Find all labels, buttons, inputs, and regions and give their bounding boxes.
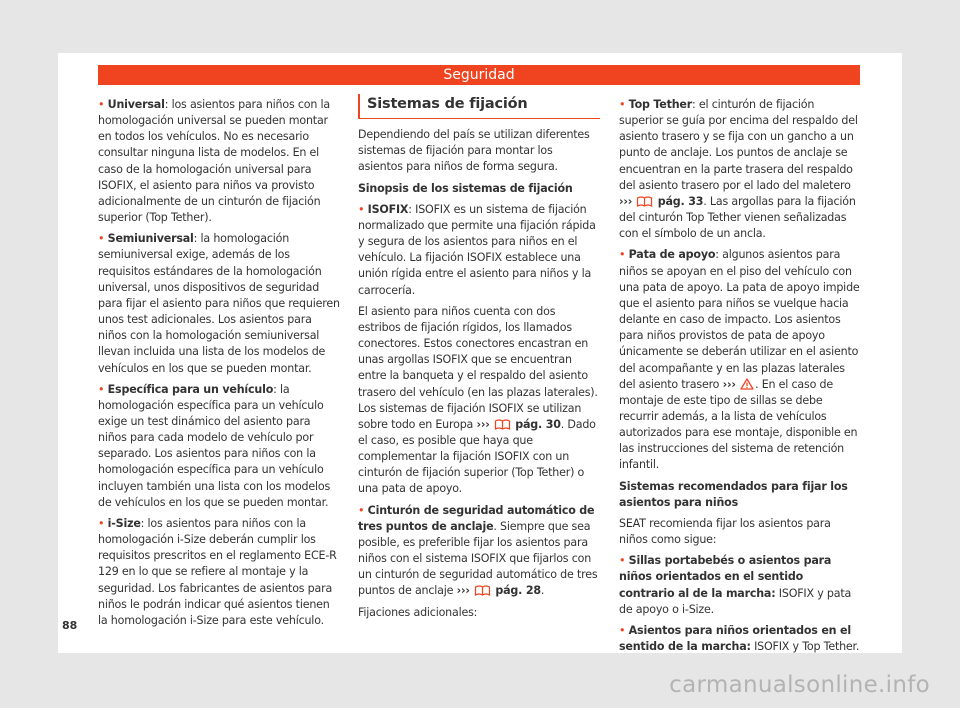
bullet-icon: • xyxy=(619,248,629,262)
text-isize: : los asientos para niños con la homologación i-Size deberán cumplir los requisitos prescritos en el reglamento ECE-R 129 en lo que se refiere al montaje y la seguridad. Los fabricantes de asientos para niños le podrán indicar qué asientos tienen la homologación i-Size para este vehículo. xyxy=(98,516,337,627)
bullet-icon: • xyxy=(98,98,108,111)
paragraph-semiuniversal xyxy=(98,231,340,376)
text-especifica: : la homologación específica para un vehículo exige un test dinámico del asiento para niños para cada modelo de vehículo por separado. Los asientos para niños con la homologación específica para un vehículo incluyen también una lista con los modelos de vehículos en los que se pueden montar. xyxy=(98,382,331,509)
column-1 xyxy=(98,97,340,634)
reference-arrow: ››› xyxy=(476,417,490,431)
text-estribos-2: . Dado el caso, es posible que haya que complementar la fijación ISOFIX con un cinturón de fijación superior (Top Tether) o una pata de apoyo. xyxy=(358,417,596,496)
term-especifica: Específica para un vehículo xyxy=(107,382,274,396)
reference-arrow: ››› xyxy=(722,377,736,391)
paragraph-isize xyxy=(98,516,340,629)
paragraph-cinturon xyxy=(358,503,600,600)
reference-arrow: ››› xyxy=(619,194,633,208)
bullet-icon: • xyxy=(619,554,629,568)
paragraph-pata xyxy=(619,247,861,473)
paragraph-isofix xyxy=(358,202,600,299)
manual-page xyxy=(58,53,902,653)
term-cinturon: Cinturón de seguridad automático de tres puntos de anclaje xyxy=(358,503,595,533)
paragraph-toptether xyxy=(619,97,861,242)
term-isize: i-Size xyxy=(107,516,141,530)
text-estribos: El asiento para niños cuenta con dos estribos de fijación rígidos, los llamados conectores. Estos conectores encastran en unas argollas ISOFIX que se encuentran entre la banqueta y el respaldo del asiento trasero del vehículo (en las plazas laterales). Los sistemas de fijación ISOFIX se utilizan sobre todo en Europa xyxy=(358,304,598,431)
subheading-sinopsis: Sinopsis de los sistemas de fijación xyxy=(358,181,573,195)
term-sillas: Sillas portabebés o asientos para niños orientados en el sentido contrario al de la marcha: xyxy=(619,554,832,600)
text-cinturon-end: . xyxy=(540,584,545,598)
text-cinturon: . Siempre que sea posible, es preferible fijar los asientos para niños con el sistema ISOFIX que fijarlos con un cinturón de seguridad automático de tres puntos de anclaje xyxy=(358,519,598,598)
paragraph-sillas xyxy=(619,553,861,618)
text-universal: : los asientos para niños con la homologación universal se pueden montar en todos los vehículos. No es necesario consultar ninguna lista de modelos. En el caso de la homologación universal para ISOFIX, el asiento para niños va provisto adicionalmente de un cinturón de fijación superior (Top Tether). xyxy=(98,98,330,225)
bullet-icon: • xyxy=(98,382,108,396)
text-pata-2: . En el caso de montaje de este tipo de sillas se debe recurrir además, a la lista de vehículos autorizados para ese montaje, disponible en las instrucciones del sistema de retención infantil. xyxy=(619,377,858,472)
paragraph-estribos xyxy=(358,304,600,498)
paragraph-especifica xyxy=(98,382,340,511)
paragraph-universal xyxy=(98,97,340,226)
reference-page-33[interactable]: pág. 33 xyxy=(657,194,704,208)
bullet-icon: • xyxy=(358,202,368,216)
warning-icon[interactable] xyxy=(740,378,754,390)
book-icon[interactable] xyxy=(636,195,653,207)
watermark-text: carmanualsonline.info xyxy=(669,672,930,698)
term-universal: Universal xyxy=(107,98,165,111)
section-header: Seguridad xyxy=(98,65,860,85)
text-toptether: : el cinturón de fijación superior se guía por encima del respaldo del asiento trasero y se fija con un gancho a un punto de anclaje. Los puntos de anclaje se encuentran en la parte trasera del respaldo del asiento trasero por el lado del maletero xyxy=(619,98,858,192)
term-semiuniversal: Semiuniversal xyxy=(107,232,194,246)
reference-page-28[interactable]: pág. 28 xyxy=(495,584,541,598)
text-asientos: ISOFIX y Top Tether. xyxy=(750,640,860,653)
paragraph-intro: Dependiendo del país se utilizan diferentes sistemas de fijación para montar los asientos para niños de forma segura. xyxy=(358,128,590,174)
bullet-icon: • xyxy=(619,623,629,637)
paragraph-asientos xyxy=(619,623,861,655)
bullet-icon: • xyxy=(358,503,368,517)
text-isofix: : ISOFIX es un sistema de fijación normalizado que permite una fijación rápida y segura de los asientos para niños en el vehículo. La fijación ISOFIX establece una unión rígida entre el asiento para niños y la carrocería. xyxy=(358,202,596,297)
reference-arrow: ››› xyxy=(456,584,470,598)
text-pata: : algunos asientos para niños se apoyan en el piso del vehículo con una pata de apoyo. La pata de apoyo impide que el asiento para niños se vuelque hacia delante en caso de impacto. Los asientos para niños provistos de pata de apoyo únicamente se deberán utilizar en el asiento del acompañante y en las plazas laterales del asiento trasero xyxy=(619,248,860,391)
column-3 xyxy=(619,97,861,660)
paragraph-recomienda: SEAT recomienda fijar los asientos para niños como sigue: xyxy=(619,516,831,547)
subheading-recomendados: Sistemas recomendados para fijar los asientos para niños xyxy=(619,479,848,509)
paragraph-adicionales: Fijaciones adicionales: xyxy=(358,605,478,619)
book-icon[interactable] xyxy=(494,418,511,430)
term-asientos: Asientos para niños orientados en el sentido de la marcha: xyxy=(619,623,851,653)
bullet-icon: • xyxy=(98,516,108,530)
column-2 xyxy=(358,97,600,626)
section-title: Sistemas de fijación xyxy=(358,94,600,119)
page-number: 88 xyxy=(62,619,78,632)
term-toptether: Top Tether xyxy=(628,98,693,111)
text-toptether-2: . Las argollas para la fijación del cinturón Top Tether vienen señalizadas con el símbolo de un ancla. xyxy=(619,194,856,241)
bullet-icon: • xyxy=(619,98,629,111)
book-icon[interactable] xyxy=(474,584,491,596)
term-isofix: ISOFIX xyxy=(367,202,409,216)
bullet-icon: • xyxy=(98,232,108,246)
text-sillas: ISOFIX y pata de apoyo o i-Size. xyxy=(619,586,852,616)
reference-page-30[interactable]: pág. 30 xyxy=(515,417,561,431)
text-semiuniversal: : la homologación semiuniversal exige, además de los requisitos estándares de la homologación universal, unos dispositivos de seguridad para fijar el asiento para niños que requieren unos test adicionales. Los asientos para niños con la homologación semiuniversal llevan incluida una lista de los modelos de vehículos en los que se pueden montar. xyxy=(98,232,340,375)
term-pata: Pata de apoyo xyxy=(628,248,716,262)
